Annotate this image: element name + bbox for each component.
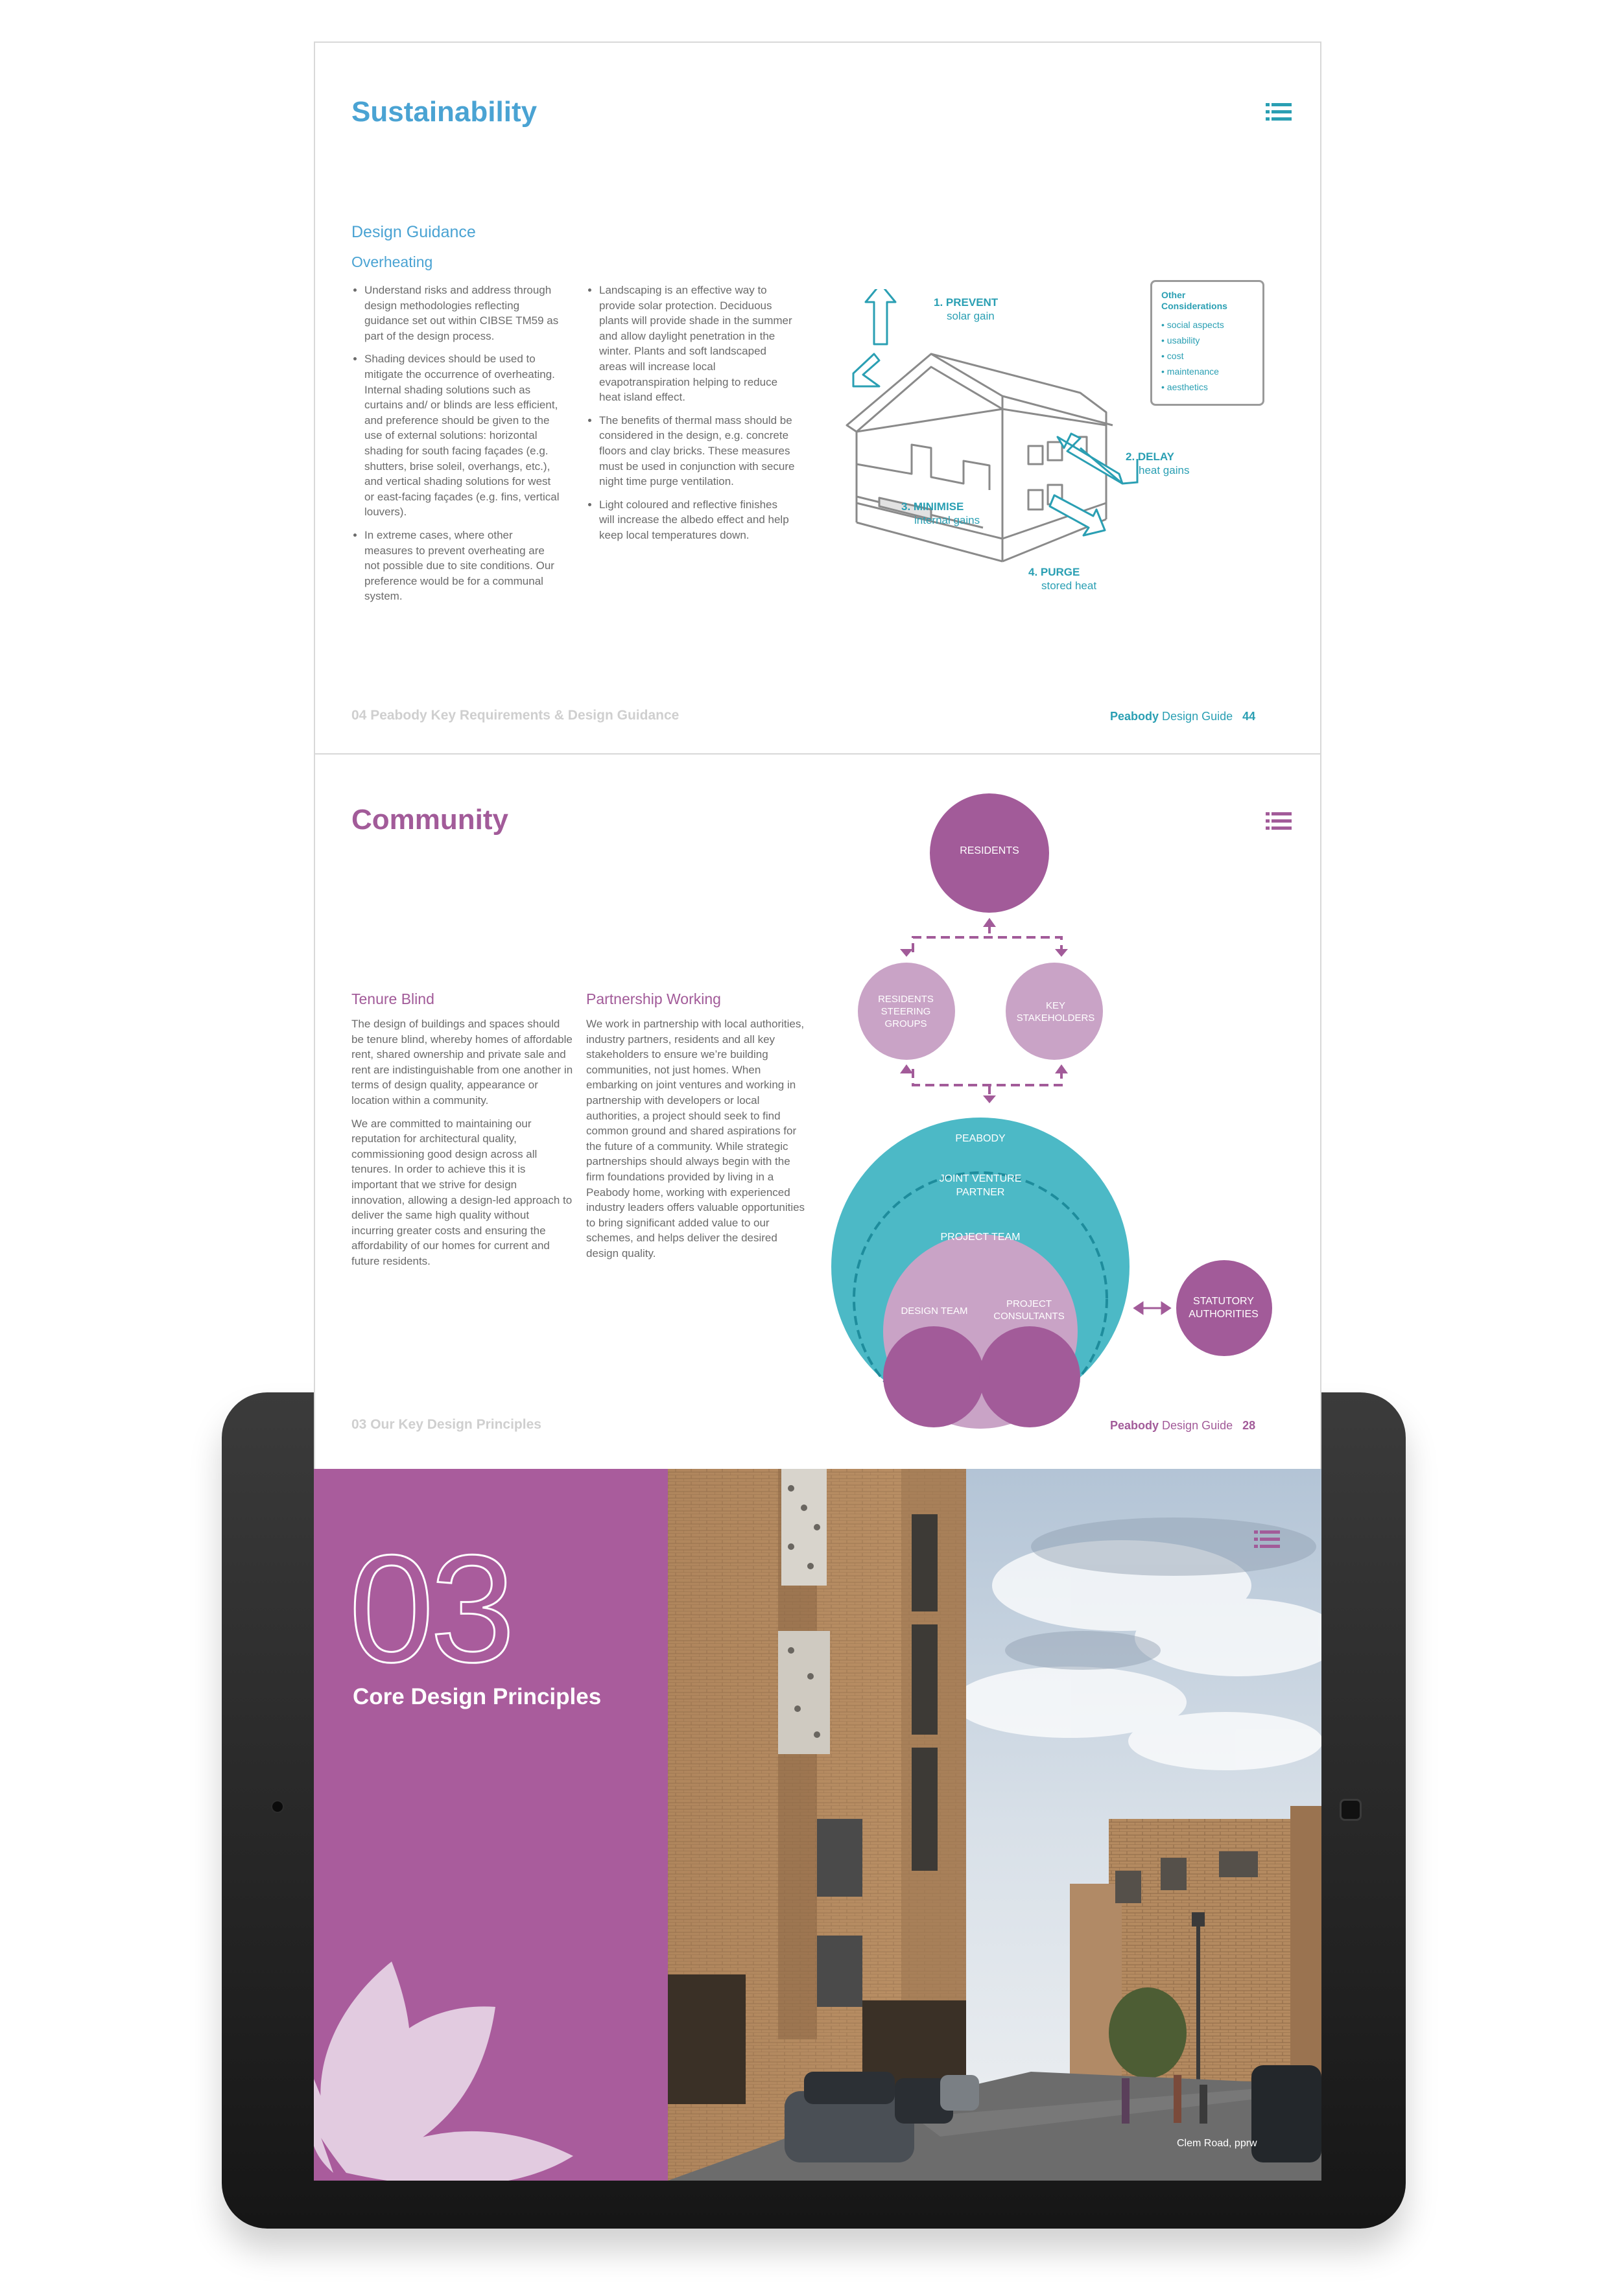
delay-label bbox=[1126, 450, 1189, 477]
flower-logo-icon bbox=[314, 1851, 668, 2181]
box-title: Considerations bbox=[1161, 301, 1227, 311]
bullet-item: • Light coloured and reflective finishes will increase the albedo effect and help keep local temperatures down. bbox=[599, 497, 795, 543]
overheating-column-1 bbox=[351, 283, 560, 612]
bullet-item: • Shading devices should be used to mitigate the occurrence of overheating. Internal shading solutions such as curtains and/ or blinds are less efficient, and preference should be given to the use of external solutions: horizontal shading for south facing façades (e.g. shutters, brise soleil, overhangs, etc.), and vertical shading solutions for west or east-facing façades (e.g. fins, vertical louvers). bbox=[364, 351, 560, 520]
chapter-number: 03 bbox=[349, 1523, 512, 1694]
purge-title: 4. PURGE bbox=[1028, 566, 1080, 578]
other-considerations-box bbox=[1150, 280, 1264, 406]
footer-guide-label: Design Guide bbox=[1162, 710, 1233, 723]
prevent-title: 1. PREVENT bbox=[934, 296, 999, 309]
box-list bbox=[1161, 317, 1253, 395]
footer-brand: Peabody bbox=[1110, 1419, 1159, 1432]
footer-guide bbox=[1110, 1419, 1255, 1433]
minimise-title: 3. MINIMISE bbox=[901, 500, 964, 513]
section-heading: Design Guidance bbox=[351, 223, 476, 241]
chapter-divider-page bbox=[314, 1469, 1321, 2181]
footer-guide-label: Design Guide bbox=[1162, 1419, 1233, 1432]
box-title: Other bbox=[1161, 290, 1186, 300]
paragraph: We are committed to maintaining our reputation for architectural quality, commissioning good design across all tenures. In order to achieve this it is important that we strive for design innovation, allowing a design-led approach to deliver the same high quality without incurring greater costs and ensuring the affordability of our homes for current and future residents. bbox=[351, 1117, 573, 1267]
subheading: Overheating bbox=[351, 253, 433, 270]
paragraph: We work in partnership with local authorities, industry partners, residents and all key stakeholders to ensure we’re building communities, not just homes. When embarking on joint ventures and working in partnership with developers or local authorities, a project should seek to find common ground and shared aspirations for the future of a community. While strategic partnerships should always begin with the firm foundations provided by living in a Peabody home, working with experienced industry leaders offers valuable opportunities to bring significant added value to our schemes, and helps deliver the desired design quality. bbox=[586, 1018, 805, 1259]
list-item: • aesthetics bbox=[1161, 382, 1208, 392]
overheating-house-diagram bbox=[834, 289, 1145, 659]
list-item: • social aspects bbox=[1161, 320, 1224, 330]
minimise-label bbox=[901, 500, 980, 527]
footer-guide bbox=[1110, 710, 1255, 723]
bullet-item: • In extreme cases, where other measures to prevent overheating are not possible due to site conditions. Our preference would be for a communal system. bbox=[364, 528, 560, 604]
footer-brand: Peabody bbox=[1110, 710, 1159, 723]
delay-title: 2. DELAY bbox=[1126, 451, 1174, 463]
bullet-item: • The benefits of thermal mass should be considered in the design, e.g. concrete floors and clay bricks. These measures must be used in conjunction with secure night time purge ventilation. bbox=[599, 413, 795, 489]
page-number: 28 bbox=[1242, 1419, 1256, 1432]
consultants-label: PROJECT CONSULTANTS bbox=[993, 1298, 1065, 1322]
joint-venture-label: JOINT VENTURE PARTNER bbox=[939, 1173, 1022, 1198]
paragraph: The design of buildings and spaces should be tenure blind, whereby homes of affordable rent, shared ownership and private sale and rent are indistinguishable from one another in terms of design quality, appearance or location within a community. bbox=[351, 1018, 573, 1107]
list-item: • maintenance bbox=[1161, 366, 1219, 377]
project-team-label: PROJECT TEAM bbox=[940, 1232, 1021, 1243]
tenure-heading: Tenure Blind bbox=[351, 990, 434, 1007]
photo-caption: Clem Road, pprw bbox=[1177, 2138, 1257, 2149]
steering-groups-label: RESIDENTS STEERING GROUPS bbox=[878, 994, 934, 1029]
community-page bbox=[314, 755, 1321, 1469]
front-camera-icon bbox=[271, 1800, 284, 1813]
home-button[interactable] bbox=[1340, 1799, 1362, 1821]
list-item: • cost bbox=[1161, 351, 1184, 361]
tenure-text bbox=[351, 1016, 573, 1277]
page-title: Community bbox=[351, 804, 508, 836]
sustainability-page bbox=[314, 41, 1321, 755]
prevent-label bbox=[934, 296, 998, 323]
page-title: Sustainability bbox=[351, 96, 538, 128]
purge-label bbox=[1028, 565, 1096, 592]
statutory-authorities-label: STATUTORY AUTHORITIES bbox=[1189, 1296, 1259, 1320]
design-team-label: DESIGN TEAM bbox=[901, 1306, 968, 1317]
overheating-column-2 bbox=[586, 283, 795, 551]
prevent-subtitle: solar gain bbox=[947, 310, 995, 322]
design-team-circle bbox=[883, 1326, 984, 1427]
list-menu-icon[interactable] bbox=[1254, 1530, 1280, 1549]
bullet-item: • Landscaping is an effective way to provide solar protection. Deciduous plants will provide shade in the summer and allow daylight penetration in the winter. Plants and soft landscaped areas will increase local evapotranspiration helping to reduce heat island effect. bbox=[599, 283, 795, 405]
community-structure-diagram bbox=[831, 793, 1298, 1448]
building-street-photo bbox=[668, 1469, 1321, 2181]
footer-chapter: 04 Peabody Key Requirements & Design Guidance bbox=[351, 708, 680, 723]
footer-chapter: 03 Our Key Design Principles bbox=[351, 1417, 541, 1432]
list-menu-icon[interactable] bbox=[1266, 102, 1292, 122]
partnership-heading: Partnership Working bbox=[586, 990, 721, 1007]
list-item: • usability bbox=[1161, 335, 1200, 346]
bullet-item: • Understand risks and address through design methodologies reflecting guidance set out within CIBSE TM59 as part of the design process. bbox=[364, 283, 560, 344]
residents-label: RESIDENTS bbox=[960, 845, 1019, 856]
consultants-circle bbox=[979, 1326, 1080, 1427]
delay-subtitle: heat gains bbox=[1139, 464, 1190, 476]
purge-subtitle: stored heat bbox=[1041, 580, 1097, 592]
page-number: 44 bbox=[1242, 710, 1256, 723]
partnership-text bbox=[586, 1016, 808, 1269]
chapter-title: Core Design Principles bbox=[353, 1684, 602, 1709]
key-stakeholders-label: KEY STAKEHOLDERS bbox=[1016, 1000, 1095, 1024]
peabody-label: PEABODY bbox=[955, 1133, 1006, 1144]
minimise-subtitle: internal gains bbox=[914, 514, 980, 526]
